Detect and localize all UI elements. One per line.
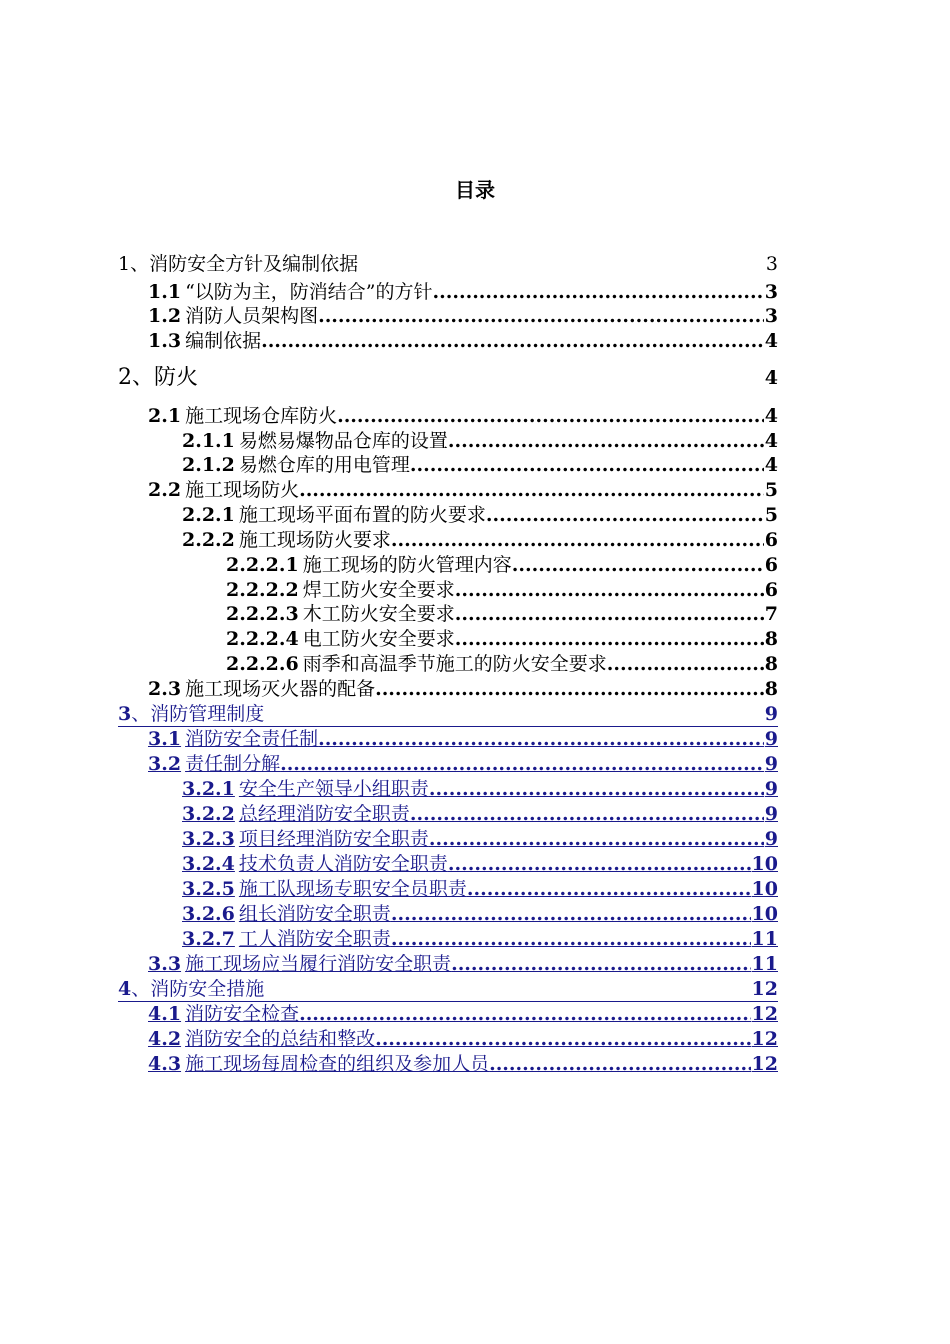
toc-entry-number: 3.3 [148,953,182,975]
toc-entry[interactable] [148,1002,778,1026]
toc-entry-page: 11 [751,928,778,950]
toc-entry [182,453,778,477]
toc-entry-number: 3.2.2 [182,803,235,825]
toc-dot-leader [429,777,764,801]
toc-entry-number: 1.1 [148,281,182,303]
toc-entry-number: 3.2 [148,753,182,775]
toc-entry-page: 4 [764,454,778,476]
toc-entry-number: 4.1 [148,1003,182,1025]
toc-entry-page: 3 [765,253,778,275]
toc-entry[interactable] [148,727,778,751]
toc-dot-leader [433,280,764,304]
toc-entry-title: 消防人员架构图 [185,305,319,327]
toc-entry[interactable] [148,1027,778,1051]
toc-entry-page: 5 [764,504,778,526]
toc-entry[interactable] [182,902,778,926]
toc-entry-number: 2.2.2.4 [226,628,299,650]
toc-entry-number: 4.3 [148,1053,182,1075]
toc-entry-page: 6 [764,579,778,601]
toc-entry-title: 施工现场应当履行消防安全职责 [185,953,452,975]
toc-dot-leader [391,927,751,951]
toc-dot-leader [337,404,764,428]
toc-dot-leader [486,503,764,527]
toc-entry[interactable] [118,702,778,727]
toc-entry-number: 2.1.2 [182,454,235,476]
toc-entry[interactable] [148,752,778,776]
toc-entry-page: 5 [764,479,778,501]
toc-entry-number: 2.2.2 [182,529,235,551]
toc-entry [226,627,778,651]
toc-entry [148,304,778,328]
toc-entry [148,677,778,701]
toc-entry-page: 3 [764,305,778,327]
toc-entry-page: 9 [764,728,778,750]
toc-entry [148,478,778,502]
toc-entry-number: 2.2.2.1 [226,554,299,576]
toc-dot-leader [318,304,764,328]
toc-entry-page: 9 [764,828,778,850]
toc-entry-page: 3 [764,281,778,303]
toc-entry-page: 10 [751,903,778,925]
toc-entry [148,404,778,428]
toc-entry-title: “以防为主，防消结合”的方针 [185,281,433,303]
toc-entry-title: 焊工防火安全要求 [302,579,455,601]
toc-entry-title: 施工队现场专职安全员职责 [238,878,467,900]
toc-dot-leader [607,652,764,676]
toc-entry-title: 组长消防安全职责 [238,903,391,925]
toc-entry-title: 、消防管理制度 [131,703,265,725]
toc-entry-title: 2、防火 [118,366,198,390]
toc-dot-leader [299,1002,750,1026]
toc-entry-page: 8 [764,678,778,700]
toc-entry-number: 4.2 [148,1028,182,1050]
toc-entry-title: 消防安全的总结和整改 [185,1028,376,1050]
toc-entry-number: 3.2.6 [182,903,235,925]
toc-entry-title: 编制依据 [185,330,262,352]
toc-dot-leader [512,553,764,577]
toc-entry[interactable] [182,827,778,851]
toc-entry[interactable] [182,802,778,826]
toc-dot-leader [451,952,750,976]
toc-dot-leader [391,902,751,926]
toc-dot-leader [429,827,764,851]
toc-entry-number: 2.2.1 [182,504,235,526]
toc-entry-page: 10 [751,878,778,900]
toc-entry-title: 施工现场仓库防火 [185,405,338,427]
toc-entry-title: 木工防火安全要求 [302,603,455,625]
toc-dot-leader [391,528,764,552]
toc-entry-title: 施工现场防火 [185,479,300,501]
toc-entry-title: 项目经理消防安全职责 [238,828,429,850]
toc-entry-number: 3.1 [148,728,182,750]
toc-dot-leader [375,1027,750,1051]
toc-entry-page: 4 [764,430,778,452]
toc-entry-number: 3.2.7 [182,928,235,950]
toc-entry [118,366,778,390]
toc-dot-leader [448,852,751,876]
toc-dot-leader [410,802,764,826]
toc-entry[interactable] [182,852,778,876]
toc-entry-page: 7 [764,603,778,625]
toc-entry-page: 9 [764,703,778,725]
toc-dot-leader [299,478,764,502]
toc-dot-leader [489,1052,750,1076]
toc-entry [182,429,778,453]
toc-entry-number: 3.2.1 [182,778,235,800]
toc-entry-number: 2.2.2.2 [226,579,299,601]
toc-entry [182,528,778,552]
toc-entry-title: 雨季和高温季节施工的防火安全要求 [302,653,607,675]
toc-entry-page: 10 [751,853,778,875]
toc-title: 目录 [455,178,495,202]
toc-entry[interactable] [182,777,778,801]
toc-entry-page: 8 [764,628,778,650]
toc-entry-title: 消防安全检查 [185,1003,300,1025]
toc-dot-leader [448,429,764,453]
toc-entry[interactable] [182,877,778,901]
toc-entry-title: 消防安全责任制 [185,728,319,750]
toc-entry-number: 3 [118,703,132,725]
toc-entry-page: 12 [751,1003,778,1025]
toc-entry-page: 12 [751,1053,778,1075]
toc-entry-page: 4 [764,405,778,427]
toc-entry-title: 责任制分解 [185,753,281,775]
toc-entry-title: 、消防安全措施 [131,978,265,1000]
toc-entry-title: 施工现场灭火器的配备 [185,678,376,700]
toc-entry-page: 6 [764,554,778,576]
toc-entry-title: 施工现场平面布置的防火要求 [238,504,486,526]
toc-entry-page: 4 [764,367,778,389]
toc-entry-page: 8 [764,653,778,675]
toc-entry-number: 3.2.3 [182,828,235,850]
toc-entry-title: 技术负责人消防安全职责 [238,853,448,875]
toc-dot-leader [280,752,764,776]
toc-dot-leader [455,627,764,651]
toc-entry-number: 2.3 [148,678,182,700]
toc-dot-leader [261,329,764,353]
toc-entry-page: 12 [751,978,778,1000]
toc-entry-number: 2.1.1 [182,430,235,452]
toc-dot-leader [410,453,764,477]
toc-entry-title: 安全生产领导小组职责 [238,778,429,800]
toc-entry-page: 9 [764,803,778,825]
toc-entry [226,652,778,676]
toc-entry-title: 施工现场每周检查的组织及参加人员 [185,1053,490,1075]
toc-entry[interactable] [182,927,778,951]
toc-entry-number: 2.2 [148,479,182,501]
toc-entry [148,329,778,353]
toc-entry-title: 工人消防安全职责 [238,928,391,950]
toc-entry-number: 1.2 [148,305,182,327]
toc-dot-leader [455,578,764,602]
toc-entry-page: 11 [751,953,778,975]
toc-entry-page: 9 [764,778,778,800]
toc-entry[interactable] [118,977,778,1002]
toc-dot-leader [375,677,764,701]
toc-entry-page: 6 [764,529,778,551]
toc-dot-leader [455,602,764,626]
toc-entry-number: 3.2.5 [182,878,235,900]
toc-entry-title: 1、消防安全方针及编制依据 [118,253,359,275]
toc-entry-title: 施工现场防火要求 [238,529,391,551]
toc-entry [182,503,778,527]
toc-entry-title: 施工现场的防火管理内容 [302,554,512,576]
toc-entry-page: 9 [764,753,778,775]
toc-entry [226,602,778,626]
toc-entry [148,280,778,304]
toc-entry [226,553,778,577]
toc-entry-title: 易燃易爆物品仓库的设置 [238,430,448,452]
toc-entry-title: 电工防火安全要求 [302,628,455,650]
toc-entry-number: 3.2.4 [182,853,235,875]
toc-entry-number: 2.2.2.3 [226,603,299,625]
toc-entry-number: 2.2.2.6 [226,653,299,675]
toc-entry-number: 2.1 [148,405,182,427]
toc-entry-page: 4 [764,330,778,352]
toc-entry[interactable] [148,1052,778,1076]
toc-dot-leader [467,877,751,901]
toc-entry [226,578,778,602]
toc-entry-title: 总经理消防安全职责 [238,803,410,825]
toc-entry-page: 12 [751,1028,778,1050]
toc-entry [118,252,778,276]
toc-entry[interactable] [148,952,778,976]
toc-entry-title: 易燃仓库的用电管理 [238,454,410,476]
toc-entry-number: 4 [118,978,132,1000]
toc-entry-number: 1.3 [148,330,182,352]
toc-dot-leader [318,727,764,751]
